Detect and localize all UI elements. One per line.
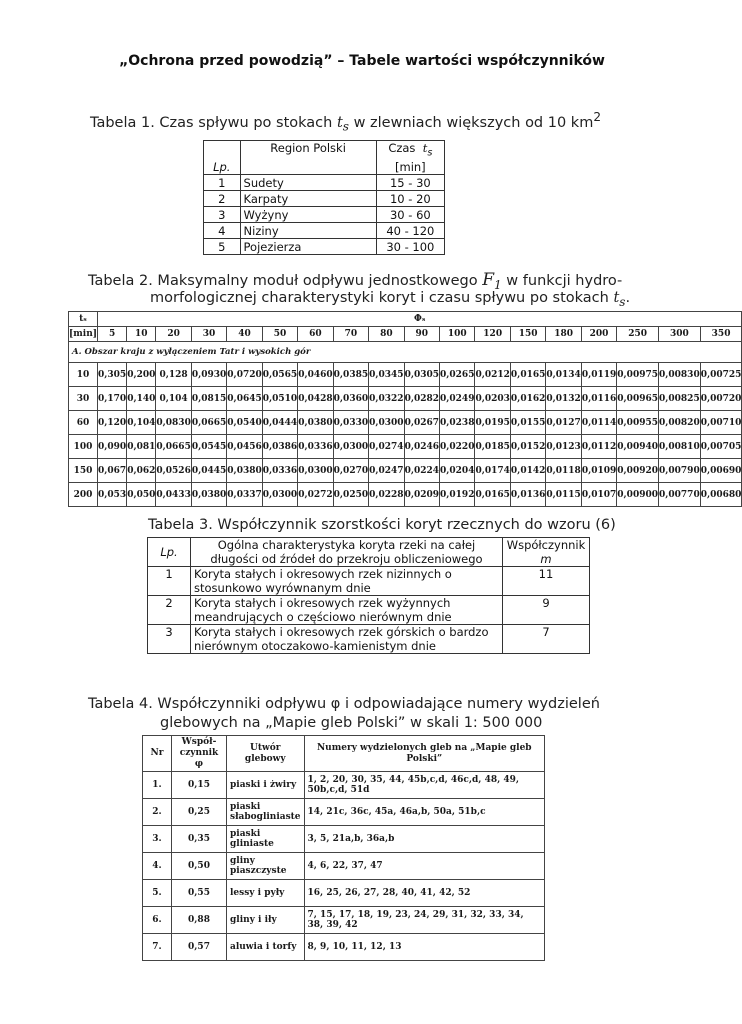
table4-cell-numbers: 8, 9, 10, 11, 12, 13 <box>304 934 544 961</box>
table1-header-lp <box>204 141 241 175</box>
table1-header-region: Region Polski <box>240 141 376 175</box>
table2-cell-value: 0,0132 <box>546 387 581 411</box>
table1-cell-time: 15 - 30 <box>376 175 444 191</box>
table2-phi-value: 90 <box>404 327 439 342</box>
table3-header-coef <box>503 538 590 567</box>
table2-region-label: A. Obszar kraju z wyłączeniem Tatr i wysokich gór <box>69 342 742 363</box>
table2-cell-value: 0,0112 <box>581 435 616 459</box>
table2-phi-value: 250 <box>617 327 659 342</box>
table2-cell-value: 0,0142 <box>510 459 545 483</box>
table4-row <box>143 772 545 799</box>
table2-cell-value: 0,0815 <box>191 387 226 411</box>
table2-caption-sub2: s <box>619 294 626 309</box>
table2-cell-value: 0,00770 <box>659 483 701 507</box>
table2-cell-value: 0,170 <box>98 387 127 411</box>
table4-cell-coef: 0,15 <box>172 772 227 799</box>
table2-cell-value: 0,0300 <box>262 483 297 507</box>
table2-phi-value: 60 <box>298 327 333 342</box>
table3-header-lp <box>148 538 191 567</box>
table2-cell-value: 0,0386 <box>262 435 297 459</box>
table2-caption-var: F <box>482 270 495 290</box>
table2-cell-value: 0,0174 <box>475 459 510 483</box>
table4-cell-coef: 0,25 <box>172 799 227 826</box>
table2-cell-value: 0,00790 <box>659 459 701 483</box>
table2-cell-value: 0,0665 <box>191 411 226 435</box>
table2-cell-value: 0,0540 <box>227 411 262 435</box>
table4-row <box>143 934 545 961</box>
table3-caption: Tabela 3. Współczynnik szorstkości koryt rzecznych do wzoru (6) <box>148 517 616 533</box>
table2-cell-value: 0,0134 <box>546 363 581 387</box>
table1-cell-lp: 2 <box>204 191 241 207</box>
table2-cell-value: 0,00955 <box>617 411 659 435</box>
table2-region-row <box>69 342 742 363</box>
table2-cell-value: 0,00825 <box>659 387 701 411</box>
table2-cell-value: 0,090 <box>98 435 127 459</box>
table3-header-coef-var: m <box>540 552 552 566</box>
table2-phi-value: 20 <box>156 327 191 342</box>
table2-cell-value: 0,0127 <box>546 411 581 435</box>
table1-cell-lp: 4 <box>204 223 241 239</box>
table3-cell-value: 7 <box>503 625 590 654</box>
table2-cell-value: 0,0116 <box>581 387 616 411</box>
table2-cell-value: 0,305 <box>98 363 127 387</box>
table3-cell-value: 9 <box>503 596 590 625</box>
table4-header-nr: Nr <box>143 736 172 772</box>
table3 <box>147 537 590 654</box>
table3-header-coef-label: Współczynnik <box>506 538 586 552</box>
table2-row <box>69 435 742 459</box>
table4-cell-coef: 0,88 <box>172 907 227 934</box>
table4-cell-soil: gliny piaszczyste <box>227 853 305 880</box>
table2-cell-value: 0,0565 <box>262 363 297 387</box>
table2-cell-value: 0,0345 <box>369 363 404 387</box>
table4-row <box>143 826 545 853</box>
table2-cell-value: 0,0665 <box>156 435 191 459</box>
table2-cell-value: 0,0282 <box>404 387 439 411</box>
table2-phi-value: 120 <box>475 327 510 342</box>
table2-phi-value: 200 <box>581 327 616 342</box>
table1-header-time-label: Czas <box>388 141 416 155</box>
table3-cell-lp: 1 <box>148 567 191 596</box>
table2-cell-value: 0,00940 <box>617 435 659 459</box>
table4-cell-numbers: 4, 6, 22, 37, 47 <box>304 853 544 880</box>
table2-cell-value: 0,0165 <box>475 483 510 507</box>
table2-cell-value: 0,00690 <box>700 459 742 483</box>
table2-cell-value: 0,081 <box>127 435 156 459</box>
table1-row <box>204 239 445 255</box>
table4-cell-numbers: 7, 15, 17, 18, 19, 23, 24, 29, 31, 32, 33, 34, 38, 39, 42 <box>304 907 544 934</box>
table1-cell-region: Niziny <box>240 223 376 239</box>
table2-cell-value: 0,0300 <box>298 459 333 483</box>
table4-cell-coef: 0,55 <box>172 880 227 907</box>
table2-cell-value: 0,0305 <box>404 363 439 387</box>
table2-cell-value: 0,00710 <box>700 411 742 435</box>
table1-caption <box>90 110 601 134</box>
table2-cell-value: 0,00830 <box>659 363 701 387</box>
table1-cell-lp: 1 <box>204 175 241 191</box>
table4-cell-soil: piaski gliniaste <box>227 826 305 853</box>
table2-cell-ts: 30 <box>69 387 98 411</box>
table4-cell-numbers: 3, 5, 21a,b, 36a,b <box>304 826 544 853</box>
table3-header-lp-text: Lp. <box>160 545 178 559</box>
table1-cell-time: 40 - 120 <box>376 223 444 239</box>
table2-phi-value: 70 <box>333 327 368 342</box>
table2-cell-value: 0,0209 <box>404 483 439 507</box>
table2-phi-value: 100 <box>440 327 475 342</box>
table2-cell-value: 0,140 <box>127 387 156 411</box>
table2-cell-value: 0,0272 <box>298 483 333 507</box>
table4-row <box>143 799 545 826</box>
table3-cell-desc: Koryta stałych i okresowych rzek wyżynnych meandrujących o częściowo nierównym dnie <box>191 596 503 625</box>
table4 <box>142 735 545 961</box>
table2-cell-value: 0,0119 <box>581 363 616 387</box>
table2-cell-value: 0,067 <box>98 459 127 483</box>
table2-phi-value: 80 <box>369 327 404 342</box>
table2-cell-ts: 10 <box>69 363 98 387</box>
table2-row <box>69 387 742 411</box>
table4-cell-numbers: 16, 25, 26, 27, 28, 40, 41, 42, 52 <box>304 880 544 907</box>
table2-caption-line1 <box>88 270 622 292</box>
table2-cell-value: 0,0645 <box>227 387 262 411</box>
table1-caption-text-end: w zlewniach większych od 10 km <box>348 114 594 131</box>
table1-header-time-var: t <box>422 141 428 155</box>
table2-cell-ts: 100 <box>69 435 98 459</box>
table2-cell-value: 0,104 <box>156 387 191 411</box>
table2-phi-value: 30 <box>191 327 226 342</box>
table1-cell-lp: 3 <box>204 207 241 223</box>
table2-cell-value: 0,128 <box>156 363 191 387</box>
table1-header-time <box>376 141 444 175</box>
table2-cell-value: 0,00720 <box>700 387 742 411</box>
table2-caption-text: Tabela 2. Maksymalny moduł odpływu jednostkowego <box>88 273 483 289</box>
table3-cell-value: 11 <box>503 567 590 596</box>
table1-row <box>204 223 445 239</box>
table2-cell-value: 0,0270 <box>333 459 368 483</box>
table3-row <box>148 625 590 654</box>
table2-cell-value: 0,0380 <box>191 483 226 507</box>
table2-cell-value: 0,0107 <box>581 483 616 507</box>
table2-phi-value: 10 <box>127 327 156 342</box>
table2-cell-value: 0,0336 <box>298 435 333 459</box>
table2-cell-value: 0,0212 <box>475 363 510 387</box>
table2-cell-value: 0,0136 <box>510 483 545 507</box>
table2-cell-value: 0,0192 <box>440 483 475 507</box>
table2-cell-value: 0,0118 <box>546 459 581 483</box>
table2-cell-value: 0,0456 <box>227 435 262 459</box>
table2-cell-value: 0,0224 <box>404 459 439 483</box>
table4-cell-nr: 6. <box>143 907 172 934</box>
table4-cell-numbers: 14, 21c, 36c, 45a, 46a,b, 50a, 51b,c <box>304 799 544 826</box>
table1-cell-time: 10 - 20 <box>376 191 444 207</box>
table2-cell-value: 0,0930 <box>191 363 226 387</box>
table4-cell-nr: 1. <box>143 772 172 799</box>
table2-cell-value: 0,0228 <box>369 483 404 507</box>
table3-cell-lp: 2 <box>148 596 191 625</box>
table2-row <box>69 411 742 435</box>
table4-row <box>143 880 545 907</box>
table2-cell-value: 0,104 <box>127 411 156 435</box>
table2-cell-value: 0,120 <box>98 411 127 435</box>
table2-cell-value: 0,0162 <box>510 387 545 411</box>
table4-row <box>143 853 545 880</box>
table2-cell-value: 0,00680 <box>700 483 742 507</box>
table2-cell-value: 0,00725 <box>700 363 742 387</box>
table4-cell-numbers: 1, 2, 20, 30, 35, 44, 45b,c,d, 46c,d, 48, 49, 50b,c,d, 51d <box>304 772 544 799</box>
table2-cell-value: 0,00820 <box>659 411 701 435</box>
table2-cell-value: 0,0322 <box>369 387 404 411</box>
table4-cell-soil: gliny i iły <box>227 907 305 934</box>
table4-row <box>143 907 545 934</box>
table2-cell-value: 0,0720 <box>227 363 262 387</box>
table2-caption-period: . <box>625 290 631 306</box>
table3-cell-desc: Koryta stałych i okresowych rzek górskich o bardzo nierównym otoczakowo-kamienistym dnie <box>191 625 503 654</box>
table2-ts-label: tₛ <box>69 312 98 327</box>
table1 <box>203 140 445 255</box>
table2-cell-value: 0,0444 <box>262 411 297 435</box>
table2-cell-value: 0,0115 <box>546 483 581 507</box>
table4-cell-nr: 5. <box>143 880 172 907</box>
table2-header-row2 <box>69 327 742 342</box>
table2-cell-value: 0,0185 <box>475 435 510 459</box>
table2-phi-value: 150 <box>510 327 545 342</box>
table2-cell-value: 0,00965 <box>617 387 659 411</box>
table1-cell-time: 30 - 100 <box>376 239 444 255</box>
table2-cell-ts: 60 <box>69 411 98 435</box>
table2-cell-value: 0,0250 <box>333 483 368 507</box>
table2-cell-ts: 150 <box>69 459 98 483</box>
table3-cell-desc: Koryta stałych i okresowych rzek nizinnych o stosunkowo wyrównanym dnie <box>191 567 503 596</box>
table2-cell-value: 0,050 <box>127 483 156 507</box>
table2-caption-var2: t <box>613 290 620 306</box>
table2-cell-value: 0,0152 <box>510 435 545 459</box>
table2-cell-value: 0,053 <box>98 483 127 507</box>
table2-cell-value: 0,0510 <box>262 387 297 411</box>
table2-cell-value: 0,0385 <box>333 363 368 387</box>
table2-cell-value: 0,00900 <box>617 483 659 507</box>
table2-cell-value: 0,00705 <box>700 435 742 459</box>
table3-header-desc: Ogólna charakterystyka koryta rzeki na całej długości od źródeł do przekroju obliczeniowego <box>191 538 503 567</box>
table4-cell-soil: aluwia i torfy <box>227 934 305 961</box>
table2-cell-value: 0,0265 <box>440 363 475 387</box>
table2-cell-value: 0,0380 <box>227 459 262 483</box>
table2-cell-value: 0,200 <box>127 363 156 387</box>
table2-phi-value: 40 <box>227 327 262 342</box>
table2-phi-value: 300 <box>659 327 701 342</box>
table2-cell-value: 0,0330 <box>333 411 368 435</box>
table2-cell-value: 0,0336 <box>262 459 297 483</box>
table2-phi-value: 350 <box>700 327 742 342</box>
table4-caption-line2: glebowych na „Mapie gleb Polski” w skali 1: 500 000 <box>160 715 543 731</box>
table2-caption-text-end: w funkcji hydro- <box>501 273 623 289</box>
table1-cell-lp: 5 <box>204 239 241 255</box>
table2-cell-value: 0,0830 <box>156 411 191 435</box>
table1-row <box>204 191 445 207</box>
table2-row <box>69 363 742 387</box>
table1-caption-sup: 2 <box>593 110 602 124</box>
table2-cell-value: 0,062 <box>127 459 156 483</box>
table2-cell-value: 0,0428 <box>298 387 333 411</box>
table2-cell-value: 0,0545 <box>191 435 226 459</box>
table4-cell-soil: piaski słabogliniaste <box>227 799 305 826</box>
table2-cell-value: 0,0267 <box>404 411 439 435</box>
table2 <box>68 311 742 507</box>
table2-cell-value: 0,0380 <box>298 411 333 435</box>
table1-cell-region: Sudety <box>240 175 376 191</box>
table3-header-row <box>148 538 590 567</box>
table2-header-row1 <box>69 312 742 327</box>
table2-unit-label: [min] <box>69 327 98 342</box>
table4-cell-soil: piaski i żwiry <box>227 772 305 799</box>
table2-row <box>69 459 742 483</box>
table1-header-unit: [min] <box>395 160 426 175</box>
table2-phi-label: Φₛ <box>98 312 742 327</box>
table2-cell-value: 0,00920 <box>617 459 659 483</box>
table2-cell-value: 0,0204 <box>440 459 475 483</box>
table4-header-soil: Utwór glebowy <box>227 736 305 772</box>
table2-caption-line2 <box>150 290 630 309</box>
table1-cell-region: Wyżyny <box>240 207 376 223</box>
table2-cell-value: 0,0526 <box>156 459 191 483</box>
table2-cell-value: 0,0460 <box>298 363 333 387</box>
table2-cell-value: 0,0445 <box>191 459 226 483</box>
document-title: „Ochrona przed powodzią” – Tabele wartości współczynników <box>119 53 605 69</box>
table2-row <box>69 483 742 507</box>
table2-cell-value: 0,0274 <box>369 435 404 459</box>
table4-header-coef: Współ-czynnik φ <box>172 736 227 772</box>
table3-cell-lp: 3 <box>148 625 191 654</box>
table2-cell-value: 0,0195 <box>475 411 510 435</box>
table2-cell-value: 0,0123 <box>546 435 581 459</box>
table1-header-lp-text: Lp. <box>213 160 231 175</box>
table2-cell-value: 0,0109 <box>581 459 616 483</box>
table4-cell-nr: 3. <box>143 826 172 853</box>
table4-caption-line1: Tabela 4. Współczynniki odpływu φ i odpowiadające numery wydzieleń <box>88 696 600 712</box>
table4-cell-coef: 0,57 <box>172 934 227 961</box>
table2-cell-value: 0,00810 <box>659 435 701 459</box>
table4-cell-nr: 4. <box>143 853 172 880</box>
table1-caption-text: Tabela 1. Czas spływu po stokach <box>90 114 337 131</box>
table2-cell-value: 0,0433 <box>156 483 191 507</box>
table1-cell-region: Karpaty <box>240 191 376 207</box>
table3-row <box>148 596 590 625</box>
table1-cell-time: 30 - 60 <box>376 207 444 223</box>
table1-caption-sub: s <box>342 119 349 134</box>
table1-header-time-sub: s <box>427 147 433 159</box>
table2-cell-value: 0,0155 <box>510 411 545 435</box>
table2-cell-value: 0,0246 <box>404 435 439 459</box>
table2-cell-value: 0,0360 <box>333 387 368 411</box>
table2-cell-value: 0,0300 <box>333 435 368 459</box>
table1-header-row <box>204 141 445 175</box>
table3-row <box>148 567 590 596</box>
table2-cell-value: 0,0247 <box>369 459 404 483</box>
table2-cell-value: 0,0238 <box>440 411 475 435</box>
table4-header-numbers: Numery wydzielonych gleb na „Mapie gleb Polski” <box>304 736 544 772</box>
table2-cell-value: 0,00975 <box>617 363 659 387</box>
table2-phi-value: 180 <box>546 327 581 342</box>
table2-cell-value: 0,0165 <box>510 363 545 387</box>
table2-phi-value: 5 <box>98 327 127 342</box>
table2-cell-ts: 200 <box>69 483 98 507</box>
table2-cell-value: 0,0220 <box>440 435 475 459</box>
table2-cell-value: 0,0249 <box>440 387 475 411</box>
table4-cell-nr: 2. <box>143 799 172 826</box>
table2-cell-value: 0,0203 <box>475 387 510 411</box>
table4-cell-coef: 0,50 <box>172 853 227 880</box>
table4-cell-nr: 7. <box>143 934 172 961</box>
table2-phi-value: 50 <box>262 327 297 342</box>
table2-cell-value: 0,0337 <box>227 483 262 507</box>
table4-header-row <box>143 736 545 772</box>
table4-cell-coef: 0,35 <box>172 826 227 853</box>
table1-caption-var: t <box>336 114 343 131</box>
table1-row <box>204 175 445 191</box>
table2-cell-value: 0,0300 <box>369 411 404 435</box>
table2-caption-text2: morfologicznej charakterystyki koryt i czasu spływu po stokach <box>150 290 614 306</box>
table1-cell-region: Pojezierza <box>240 239 376 255</box>
table2-caption-sub: 1 <box>494 277 502 292</box>
table2-cell-value: 0,0114 <box>581 411 616 435</box>
table1-row <box>204 207 445 223</box>
table4-cell-soil: lessy i pyły <box>227 880 305 907</box>
